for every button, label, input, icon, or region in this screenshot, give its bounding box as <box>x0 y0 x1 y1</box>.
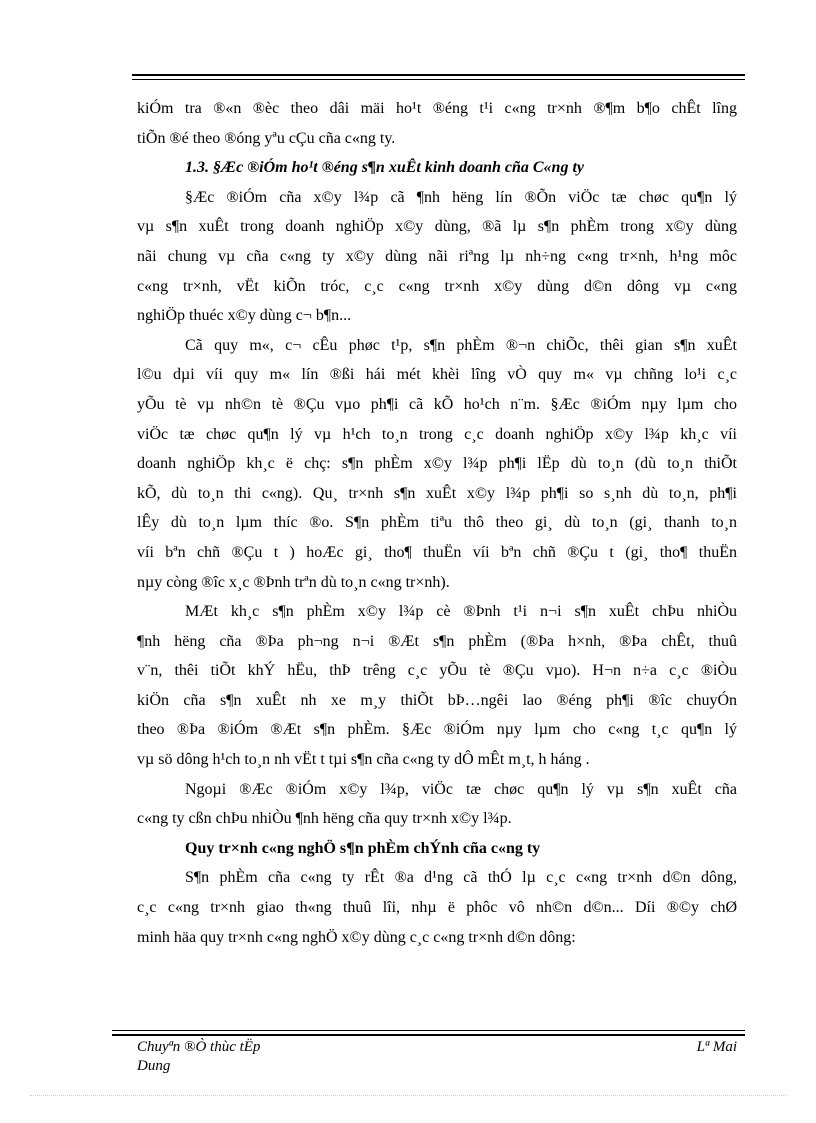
text-line: ¶nh hëng cña ®Þa ph¬ng n¬i ®Æt s¶n phÈm (®Þa h×nh, ®Þa chÊt, thuû <box>137 632 737 650</box>
page-bottom-divider <box>30 1095 786 1096</box>
section-heading: 1.3. §Æc ®iÓm ho¹t ®éng s¶n xuÊt kinh doanh cña C«ng ty <box>185 159 584 177</box>
text-line: kÕ, dù to¸n thi c«ng). Qu¸ tr×nh s¶n xuÊt x©y l¾p ph¶i so s¸nh dù to¸n, ph¶i <box>137 484 737 502</box>
text-line: nµy còng ®îc x¸c ®Þnh trªn dù to¸n c«ng tr×nh). <box>137 573 450 591</box>
footer-title-line2: Dung <box>137 1058 171 1074</box>
text-line: S¶n phÈm cña c«ng ty rÊt ®a d¹ng cã thÓ lµ c¸c c«ng tr×nh d©n dông, <box>185 869 737 887</box>
footer-author: Lª Mai <box>696 1039 737 1055</box>
text-line: MÆt kh¸c s¶n phÈm x©y l¾p cè ®Þnh t¹i n¬i s¶n xuÊt chÞu nhiÒu <box>185 603 737 621</box>
text-line: tiÕn ®é theo ®óng yªu cÇu cña c«ng ty. <box>137 129 396 147</box>
subsection-heading: Quy tr×nh c«ng nghÖ s¶n phÈm chÝnh cña c«ng ty <box>185 839 541 857</box>
text-line: kiÖn cña s¶n xuÊt nh xe m¸y thiÕt bÞ…ngêi lao ®éng ph¶i ®îc chuyÓn <box>137 691 737 709</box>
text-line: v¨n, thêi tiÕt khÝ hËu, thÞ trêng c¸c yÕu tè ®Çu vµo). H¬n n÷a c¸c ®iÒu <box>137 662 737 680</box>
text-line: doanh nghiÖp kh¸c ë chç: s¶n phÈm x©y l¾p ph¶i lËp dù to¸n (dù to¸n thiÕt <box>137 455 737 473</box>
text-line: vµ sö dông h¹ch to¸n nh vËt t tµi s¶n cña c«ng ty dÔ mÊt m¸t, h háng . <box>137 751 590 769</box>
body-text <box>137 94 737 952</box>
text-line: Ngoµi ®Æc ®iÓm x©y l¾p, viÖc tæ chøc qu¶n lý vµ s¶n xuÊt cña <box>185 780 737 798</box>
text-line: viÖc tæ chøc qu¶n lý vµ h¹ch to¸n trong c¸c doanh nghiÖp x©y l¾p kh¸c víi <box>137 425 737 443</box>
text-line: c¸c c«ng tr×nh giao th«ng thuû lîi, nhµ ë phôc vô nh©n d©n... Díi ®©y chØ <box>137 899 737 917</box>
text-line: vµ s¶n xuÊt trong doanh nghiÖp x©y dùng, ®ã lµ s¶n phÈm trong x©y dùng <box>137 218 737 236</box>
text-line: yÕu tè vµ nh©n tè ®Çu vµo ph¶i cã kÕ ho¹ch n¨m. §Æc ®iÓm nµy lµm cho <box>137 395 737 413</box>
text-line: l©u dµi víi quy m« lín ®ßi hái mét khèi lîng vÒ quy m« vµ chñng lo¹i c¸c <box>137 366 737 384</box>
text-line: lÊy dù to¸n lµm thíc ®o. S¶n phÈm tiªu thô theo gi¸ dù to¸n (gi¸ thanh to¸n <box>137 514 737 532</box>
text-line: §Æc ®iÓm cña x©y l¾p cã ¶nh hëng lín ®Õn viÖc tæ chøc qu¶n lý <box>185 188 737 206</box>
footer-rule-thin <box>112 1030 745 1031</box>
text-line: nghiÖp thuéc x©y dùng c¬ b¶n... <box>137 307 352 325</box>
header-rule-thick <box>132 74 745 76</box>
text-line: c«ng ty cßn chÞu nhiÒu ¶nh hëng cña quy tr×nh x©y l¾p. <box>137 810 512 828</box>
header-rule-thin <box>132 79 745 80</box>
text-line: theo ®Þa ®iÓm ®Æt s¶n phÈm. §Æc ®iÓm nµy lµm cho c«ng t¸c qu¶n lý <box>137 721 737 739</box>
footer-title-line1: Chuyªn ®Ò thùc tËp <box>137 1039 261 1055</box>
footer-rule-thick <box>112 1034 745 1036</box>
text-line: kiÓm tra ®«n ®èc theo dâi mäi ho¹t ®éng t¹i c«ng tr×nh ®¶m b¶o chÊt lîng <box>137 100 737 117</box>
text-line: Cã quy m«, c¬ cÊu phøc t¹p, s¶n phÈm ®¬n chiÕc, thêi gian s¶n xuÊt <box>185 336 737 354</box>
text-line: nãi chung vµ cña c«ng ty x©y dùng nãi riªng lµ nh÷ng c«ng tr×nh, h¹ng môc <box>137 247 737 265</box>
text-line: c«ng tr×nh, vËt kiÕn tróc, c¸c c«ng tr×nh x©y dùng d©n dông vµ c«ng <box>137 277 737 295</box>
text-line: minh häa quy tr×nh c«ng nghÖ x©y dùng c¸c c«ng tr×nh d©n dông: <box>137 928 576 946</box>
text-line: víi bªn chñ ®Çu t ) hoÆc gi¸ tho¶ thuËn víi bªn chñ ®Çu t (gi¸ tho¶ thuËn <box>137 543 737 561</box>
footer-title <box>137 1038 337 1076</box>
